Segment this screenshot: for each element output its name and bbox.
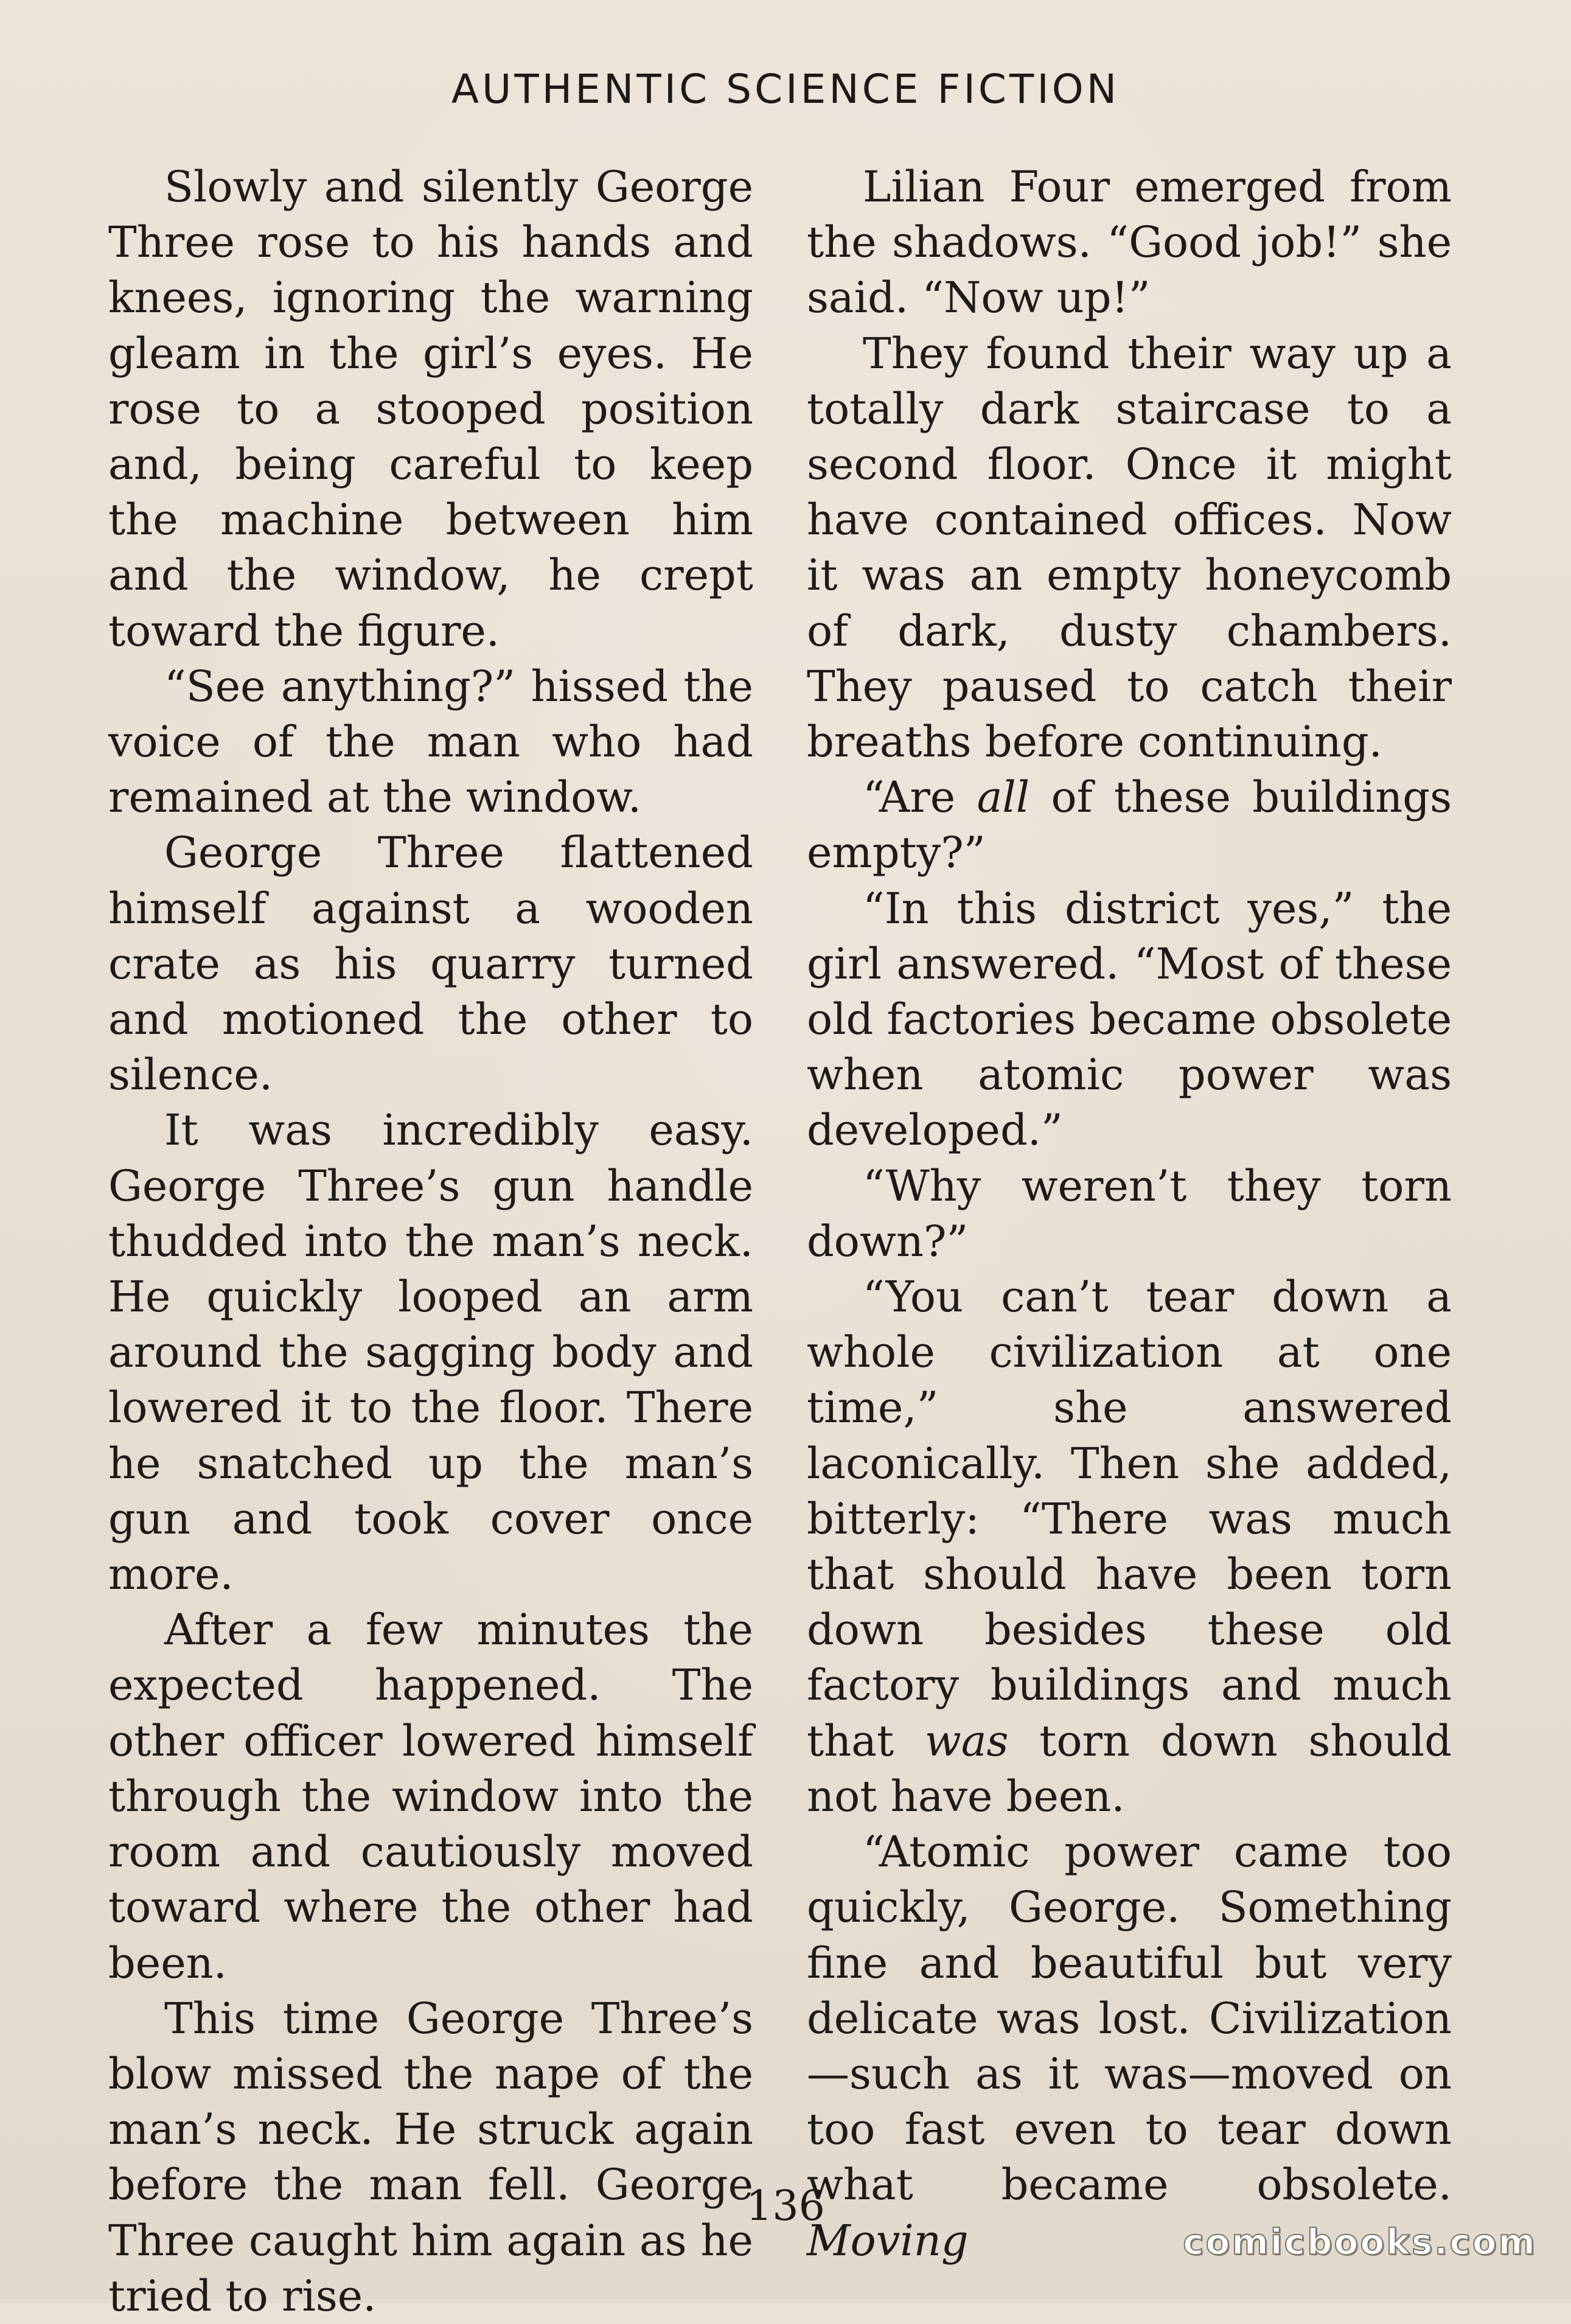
paragraph: “See anything?” hissed the voice of the man who had remained at the window. <box>108 661 753 823</box>
paragraph: This time George Three’s blow missed the nape of the man’s neck. He struck again before the man fell. George Three caught him again as he tried to rise. <box>108 1993 753 2321</box>
text-run: torn down should not have been. <box>807 1715 1452 1821</box>
text-run: of these buildings empty?” <box>807 772 1452 878</box>
watermark: comicbooks.com <box>1183 2221 1537 2263</box>
paragraph: They found their way up a totally dark staircase to a second floor. Once it might have contained offices. Now it was an empty honeycomb of dark, dusty chambers. They paused to catch their breaths before continuing. <box>807 328 1452 767</box>
paragraph: “In this district yes,” the girl answered. “Most of these old factories became obsolete when atomic power was developed.” <box>807 883 1452 1156</box>
paragraph: Lilian Four emerged from the shadows. “Good job!” she said. “Now up!” <box>807 162 1452 323</box>
text-run: “Atomic power came too quickly, George. Something fine and beautiful but very delicate was lost. Civilization—such as it was—moved on too fast even to tear down what became obsolete. <box>807 1827 1452 2210</box>
paragraph: “Why weren’t they torn down?” <box>807 1160 1452 1266</box>
text-run: “You can’t tear down a whole civilization at one time,” she answered laconically. Then she added, bitterly: “There was much that should have been torn down besides these old factory buildings and much that <box>807 1272 1452 1766</box>
paragraph: It was incredibly easy. George Three’s gun handle thudded into the man’s neck. He quickly looped an arm around the sagging body and lowered it to the floor. There he snatched up the man’s gun and took cover once more. <box>108 1105 753 1600</box>
paragraph: George Three flattened himself against a wooden crate as his quarry turned and motioned the other to silence. <box>108 828 753 1100</box>
right-column <box>807 159 1452 2269</box>
emphasis: all <box>977 772 1030 823</box>
paragraph: Slowly and silently George Three rose to his hands and knees, ignoring the warning gleam in the girl’s eyes. He rose to a stooped position and, being careful to keep the machine between him and the window, he crept toward the figure. <box>108 162 753 656</box>
paragraph: After a few minutes the expected happened. The other officer lowered himself through the window into the room and cautiously moved toward where the other had been. <box>108 1605 753 1988</box>
text-run: “Are <box>863 772 977 823</box>
paragraph <box>807 1269 1452 1824</box>
paragraph <box>807 770 1452 881</box>
running-header: AUTHENTIC SCIENCE FICTION <box>451 66 1120 113</box>
page-number: 136 <box>746 2182 825 2230</box>
emphasis: was <box>924 1715 1009 1766</box>
left-column <box>108 159 753 2324</box>
emphasis: Moving <box>807 2215 969 2266</box>
